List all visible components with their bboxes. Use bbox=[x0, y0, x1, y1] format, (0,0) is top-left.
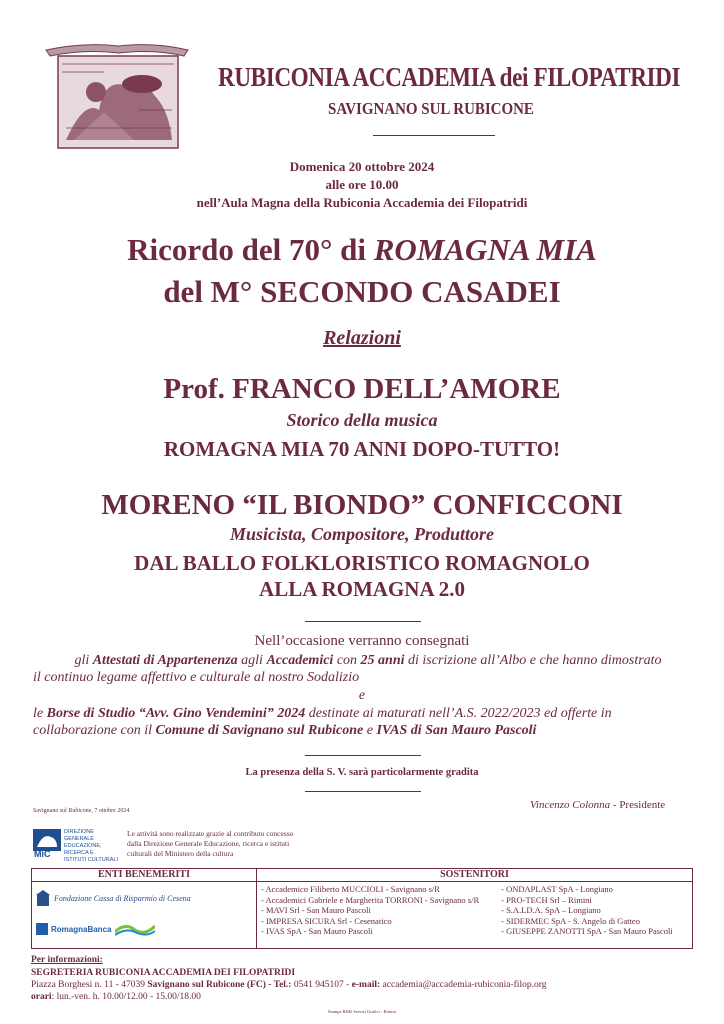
hours-line: orari: lun.-ven. h. 10.00/12.00 - 15.00/18.00 bbox=[31, 992, 201, 1002]
president-signature: Vincenzo Colonna - Presidente bbox=[530, 799, 666, 811]
fondazione-logo-icon bbox=[36, 890, 50, 906]
organization-city: SAVIGNANO SUL RUBICONE bbox=[328, 99, 534, 118]
info-label: Per informazioni: bbox=[31, 955, 103, 965]
divider bbox=[305, 621, 421, 622]
mic-logo-text: DIREZIONE GENERALE EDUCAZIONE, RICERCA E ISTITUTI CULTURALI bbox=[64, 829, 118, 863]
enti-2: RomagnaBanca bbox=[36, 922, 155, 936]
speaker-2-topic-line1: DAL BALLO FOLKLORISTICO ROMAGNOLO bbox=[134, 551, 590, 575]
speaker-1-role: Storico della musica bbox=[286, 410, 438, 430]
occasion-paragraph-2: le Borse di Studio “Avv. Gino Vendemini” 2024 destinate ai maturati nell’A.S. 2022/2023 ed offerte in collaborazione con il Comune di Savignano sul Rubicone e IVAS di San Mauro Pascoli bbox=[33, 706, 612, 738]
occasion-conjunction: e bbox=[358, 688, 366, 703]
occasion-intro: Nell’occasione verranno consegnati bbox=[254, 633, 470, 649]
event-place: nell’Aula Magna della Rubiconia Accademia dei Filopatridi bbox=[196, 195, 528, 210]
divider bbox=[305, 791, 421, 792]
event-time: alle ore 10.00 bbox=[325, 177, 399, 192]
secretary: SEGRETERIA RUBICONIA ACCADEMIA DEI FILOPATRIDI bbox=[31, 968, 296, 978]
address-line: Piazza Borghesi n. 11 - 47039 Savignano sul Rubicone (FC) - Tel.: 0541 945107 - e-mail: accademia@accademia-rubiconia-filop.org bbox=[31, 980, 547, 990]
mic-logo bbox=[33, 829, 119, 863]
speaker-2-name: MORENO “IL BIONDO” CONFICCONI bbox=[101, 489, 623, 521]
speaker-1-name: Prof. FRANCO DELL’AMORE bbox=[163, 373, 561, 405]
mic-contribution-note: Le attività sono realizzate grazie al contributo concesso dalla Direzione Generale Educazione, ricerca e istituti culturali del Ministero della cultura bbox=[127, 829, 294, 858]
organization-name: RUBICONIA ACCADEMIA dei FILOPATRIDI bbox=[218, 62, 681, 92]
speaker-2-topic-line2: ALLA ROMAGNA 2.0 bbox=[259, 577, 465, 601]
sostenitori-cell bbox=[257, 882, 693, 949]
event-title-line2: del M° SECONDO CASADEI bbox=[163, 274, 561, 309]
event-title-line1: Ricordo del 70° di ROMAGNA MIA bbox=[127, 232, 597, 267]
occasion-paragraph-1: gli Attestati di Appartenenza agli Accademici con 25 anni di iscrizione all’Albo e che hanno dimostrato il continuo legame affettivo e culturale al nostro Sodalizio bbox=[33, 653, 662, 685]
mic-mark: MiC bbox=[34, 849, 51, 859]
divider bbox=[373, 135, 495, 136]
divider bbox=[305, 755, 421, 756]
speaker-2-role: Musicista, Compositore, Produttore bbox=[229, 524, 495, 544]
place-date: Savignano sul Rubicone, 7 ottobre 2024 bbox=[33, 808, 130, 814]
sponsors-table bbox=[31, 868, 693, 949]
speaker-1-topic: ROMAGNA MIA 70 ANNI DOPO-TUTTO! bbox=[163, 437, 561, 461]
sostenitori-header: SOSTENITORI bbox=[257, 869, 693, 882]
email-link[interactable]: accademia@accademia-rubiconia-filop.org bbox=[380, 980, 547, 990]
event-date: Domenica 20 ottobre 2024 bbox=[289, 159, 435, 174]
sostenitori-col-1: - Accademico Filiberto MUCCIOLI - Savignano s/R - Accademici Gabriele e Margherita TORRONI - Savignano s/R - MAVI Srl - San Mauro Pascoli - IMPRESA SICURA Srl - Cesenatico - IVAS SpA - San Mauro Pascoli bbox=[261, 884, 480, 937]
romagnabanca-logo-icon bbox=[36, 923, 48, 935]
enti-header: ENTI BENEMERITI bbox=[32, 869, 257, 882]
academy-emblem-engraving bbox=[44, 40, 190, 150]
romagnabanca-wave-icon bbox=[115, 922, 155, 936]
enti-1: Fondazione Cassa di Risparmio di Cesena bbox=[36, 890, 191, 906]
sostenitori-col-2: - ONDAPLAST SpA - Longiano - PRO-TECH Srl – Rimini - S.A.LD.A. SpA – Longiano - SIDERMEC SpA - S. Angelo di Gatteo - GIUSEPPE ZANOTTI SpA - San Mauro Pascoli bbox=[501, 884, 673, 937]
presence-note: La presenza della S. V. sarà particolarmente gradita bbox=[245, 767, 479, 778]
printer-credit: Stampa R&R Servizi Grafici - Rimini bbox=[327, 1009, 397, 1014]
relazioni-heading: Relazioni bbox=[323, 327, 401, 349]
enti-cell bbox=[32, 882, 257, 949]
